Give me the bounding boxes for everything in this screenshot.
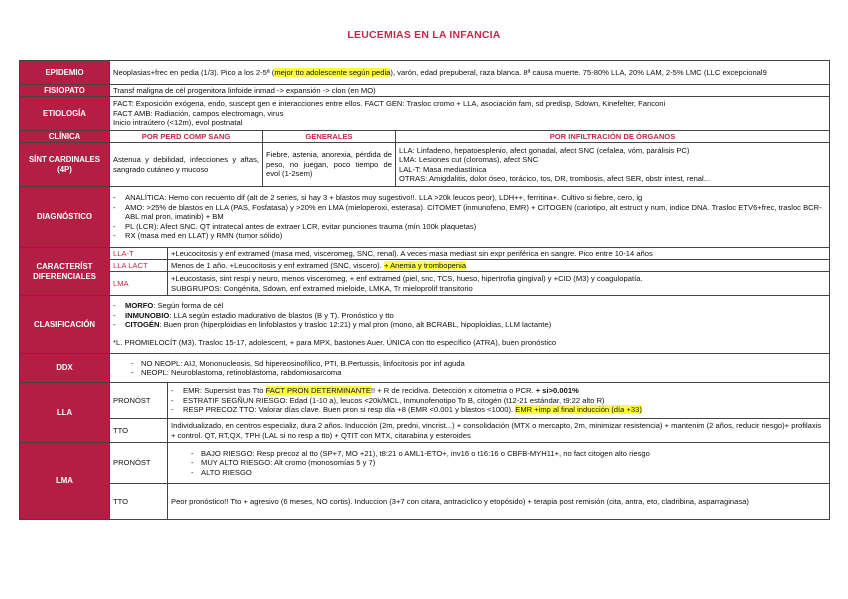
lla-p3-highlight: EMR +imp al final inducción (día +33) xyxy=(515,405,642,415)
lla-p1-text-2: !! + R de recidiva. Detección x citometria o PCR. xyxy=(370,386,536,396)
row-etiologia xyxy=(20,97,830,131)
clasificacion-desc: : Buen pron (hiperploidias en linfoblastos y trasloc 12:21) y mal pron (mono, alt BCRABL, hipoploidias, LLM lactante) xyxy=(159,320,552,329)
clasificacion-item xyxy=(113,311,826,320)
lla-p1-highlight: FACT PRON DETERMINANTE xyxy=(265,386,371,396)
row-ddx xyxy=(20,354,830,383)
clasificacion-content xyxy=(110,296,830,354)
lla-pronostico-item xyxy=(171,386,826,395)
etiologia-line: Inicio intraútero (<12m), evol postnatal xyxy=(113,118,243,128)
row-lma-tto xyxy=(20,484,830,520)
lla-p1-text: EMR: Supersist tras Tto xyxy=(183,386,266,396)
lma-tto-label: TTO xyxy=(110,484,168,520)
row-epidemio xyxy=(20,61,830,85)
ddx-item: - NO NEOPL: AIJ, Mononucleosis, Sd hipereosinofílico, PTI, B.Pertussis, linfocitosis por inf aguda xyxy=(131,359,826,368)
section-label-sintomas-cardinales: SÍNT CARDINALES (4P) xyxy=(20,143,110,187)
lma-tto-content: Peor pronóstico!! Tto + agresivo (6 meses, NO cortis). Induccion (3+7 con citara, antraciclico y etopósido) + terapia post remisión (cita, antra, eto, cladribina, asparraginasa) xyxy=(168,484,830,520)
clinica-perdida-content: Astenua y debilidad, infecciones y aftas, sangrado cutáneo y mucoso xyxy=(110,143,263,187)
clinica-header-infiltracion: POR INFILTRACIÓN DE ÓRGANOS xyxy=(396,131,830,143)
lla-tto-content: Individualizado, en centros especializ, dura 2 años. Inducción (2m, predni, vincrist...) + consolidación (MTX o mercapto, 2m, minimizar resistencia) + mantenim (2 años, reducir riesgo)+ profilaxis + control. QT, RT,QX, TPH (LAL si no resp a tto) + QTIT con MTX, citarabina y esteroides xyxy=(168,419,830,443)
lla-lact-text: Menos de 1 año. +Leucocitosis y enf extramed (SNC, viscero). xyxy=(171,260,384,270)
row-sintomas-cardinales xyxy=(20,143,830,187)
lla-t-content: +Leucocitosis y enf extramed (masa med, visceromeg, SNC, renal). A veces masa mediast sin expr periférica en sangre. Pico entre 10-14 años xyxy=(168,248,830,260)
row-lla-t xyxy=(20,248,830,260)
section-label-ddx: DDX xyxy=(20,354,110,383)
lma-pronostico-item: - MUY ALTO RIESGO: Alt cromo (monosomías 5 y 7) xyxy=(191,458,826,467)
clinica-infiltracion-content xyxy=(396,143,830,187)
clinica-generales-content: Fiebre, astenia, anorexia, pérdida de peso, no juegan, poco tiempo de evol (1-2sem) xyxy=(263,143,396,187)
infiltracion-line: LMA: Lesiones cut (cloromas), afect SNC xyxy=(399,155,539,165)
diagnostico-content xyxy=(110,187,830,248)
section-label-lla: LLA xyxy=(20,383,110,443)
lla-p3-text: RESP PRECOZ TTO: Valorar días clave. Buen pron si resp día +8 (EMR <0.001 y blastos <1000). xyxy=(183,405,516,415)
lla-pronostico-label: PRONÓST xyxy=(110,383,168,419)
lla-p1-bold: + si>0.001% xyxy=(535,386,579,396)
clasificacion-item xyxy=(113,320,826,329)
section-label-diagnostico: DIAGNÓSTICO xyxy=(20,187,110,248)
row-clinica-header xyxy=(20,131,830,143)
lla-pronostico-item: - ESTRATIF SEGÑUN RIESGO: Edad (1-10 a), leucos <20k/MCL, Inmunofenotipo To B, citogén (t12-21 estándar, t9:22 alto R) xyxy=(171,396,826,405)
lla-pronostico-content xyxy=(168,383,830,419)
diagnostico-item: - ANALÍTICA: Hemo con recuento dif (alt de 2 series, si hay 3 + blastos muy sugestivo!!. LLA >20k leucos peor), LDH++, ferritina+. Cultivo si fiebre, cero, ig xyxy=(113,193,826,202)
section-label-clinica: CLÍNICA xyxy=(20,131,110,143)
clinica-header-generales: GENERALES xyxy=(263,131,396,143)
section-label-clasificacion: CLASIFICACIÓN xyxy=(20,296,110,354)
infiltracion-line: OTRAS: Amigdalitis, dolor óseo, torácico, tos, DR, trombosis, afect SER, obstr intest, renal... xyxy=(399,173,711,183)
clasificacion-desc: : LLA según estadio madurativo de blastos (B y T). Pronóstico y tto xyxy=(169,310,394,320)
clasificacion-term: INMUNOBIO xyxy=(125,310,170,320)
clasificacion-term: MORFO xyxy=(125,301,154,311)
lma-caract-line: SUBGRUPOS: Congénita, Sdown, enf extramed mieloide, LMKA, Tr mieloprolif transitorio xyxy=(171,283,473,293)
section-label-fisiopato: FISIOPATO xyxy=(20,85,110,97)
epidemio-highlight: mejor tto adolescente según pedia xyxy=(274,67,391,77)
row-lla-tto xyxy=(20,419,830,443)
etiologia-content xyxy=(110,97,830,131)
row-lma-caract xyxy=(20,272,830,296)
row-diagnostico xyxy=(20,187,830,248)
lla-lact-content xyxy=(168,260,830,272)
clasificacion-desc: : Según forma de cél xyxy=(153,301,224,311)
diagnostico-item: - AMO: >25% de blastos en LLA (PAS, Fosfatasa) y >20% en LMA (mieloperoxi, esterasa). CITOMET (inmunofeno, EMR) + CITOGEN (cariotipo, alt estruct y num, indice DNA. Trasloc ETV6+frec, trasloc BCR-ABL mal pron, imatinib) + BM xyxy=(113,203,826,222)
etiologia-line: FACT AMB: Radiación, campos electromagn, virus xyxy=(113,108,284,118)
epidemio-text-1: Neoplasias+frec en pedia (1/3). Pico a los 2-5ª ( xyxy=(113,67,275,77)
clasificacion-item xyxy=(113,301,826,310)
clinica-header-perdida: POR PERD COMP SANG xyxy=(110,131,263,143)
row-lma-pronostico xyxy=(20,443,830,484)
etiologia-line: FACT: Exposición exógena, endo, suscept gen e interacciones entre ellos. FACT GEN: Trasloc cromo + LLA, asociación fam, sd predisp, Sdown, Kinefelter, Fanconi xyxy=(113,99,666,109)
lma-caract-line: +Leucostasis, sint respi y neuro, menos visceromeg, + enf extramed (piel, snc, TCS, hueso, hipertrofia gingival) y +CID (M3) y coagulopatía. xyxy=(171,274,643,284)
diagnostico-item: - PL (LCR): Afect SNC. QT intratecal antes de extraer LCR, evitar punciones trauma (mín 100k plaquetas) xyxy=(113,222,826,231)
infiltracion-line: LAL-T: Masa mediastínica xyxy=(399,164,487,174)
epidemio-content xyxy=(110,61,830,85)
section-label-lma: LMA xyxy=(20,443,110,520)
fisiopato-content: Transf maligna de cél progenitora linfoide inmad -> expansión -> clon (en MO) xyxy=(110,85,830,97)
section-label-epidemio: EPIDEMIO xyxy=(20,61,110,85)
lla-lact-highlight: + Anemia y trombopenia xyxy=(383,260,467,270)
ddx-item: - NEOPL: Neuroblastoma, retinoblastoma, rabdomiosarcoma xyxy=(131,368,826,377)
lma-pronostico-item: - ALTO RIESGO xyxy=(191,468,826,477)
lla-pronostico-item xyxy=(171,405,826,414)
row-clasificacion xyxy=(20,296,830,354)
epidemio-text-2: ), varón, edad prepuberal, raza blanca. 8ª causa muerte. 75-80% LLA, 20% LAM, 2-5% LMC (LLC excepcional9 xyxy=(390,67,767,77)
section-label-etiologia: ETIOLOGÍA xyxy=(20,97,110,131)
row-lla-pronostico xyxy=(20,383,830,419)
row-lla-lact xyxy=(20,260,830,272)
leukemia-summary-table xyxy=(19,60,830,520)
lma-pronostico-label: PRONÓST xyxy=(110,443,168,484)
lma-pronostico-item: - BAJO RIESGO: Resp precoz al tto (SP+7, MO +21), t8:21 o AML1-ETO+, inv16 o t16:16 o CBFB-MYH11+, no fact citogen alto riesgo xyxy=(191,449,826,458)
clasificacion-term: CITOGÉN xyxy=(125,320,160,329)
subtype-label-lla-lact: LLA LACT xyxy=(110,260,168,272)
subtype-label-lla-t: LLA-T xyxy=(110,248,168,260)
subtype-label-lma: LMA xyxy=(110,272,168,296)
infiltracion-line: LLA: Linfadeno, hepatoesplenio, afect gonadal, afect SNC (cefalea, vóm, parálisis PC) xyxy=(399,145,690,155)
diagnostico-item: - RX (masa med en LLAT) y RMN (tumor sólido) xyxy=(113,231,826,240)
clasificacion-note: *L. PROMIELOCÍT (M3). Trasloc 15-17, adolescent, + para MPX, bastones Auer. ÚNICA con tto específico (ATRA), buen pronóstico xyxy=(113,338,557,348)
page-title: LEUCEMIAS EN LA INFANCIA xyxy=(347,29,501,41)
section-label-caracteristicas: CARACTERÍST DIFERENCIALES xyxy=(20,248,110,296)
row-fisiopato xyxy=(20,85,830,97)
lla-tto-label: TTO xyxy=(110,419,168,443)
lma-pronostico-content xyxy=(168,443,830,484)
ddx-content xyxy=(110,354,830,383)
lma-caract-content xyxy=(168,272,830,296)
